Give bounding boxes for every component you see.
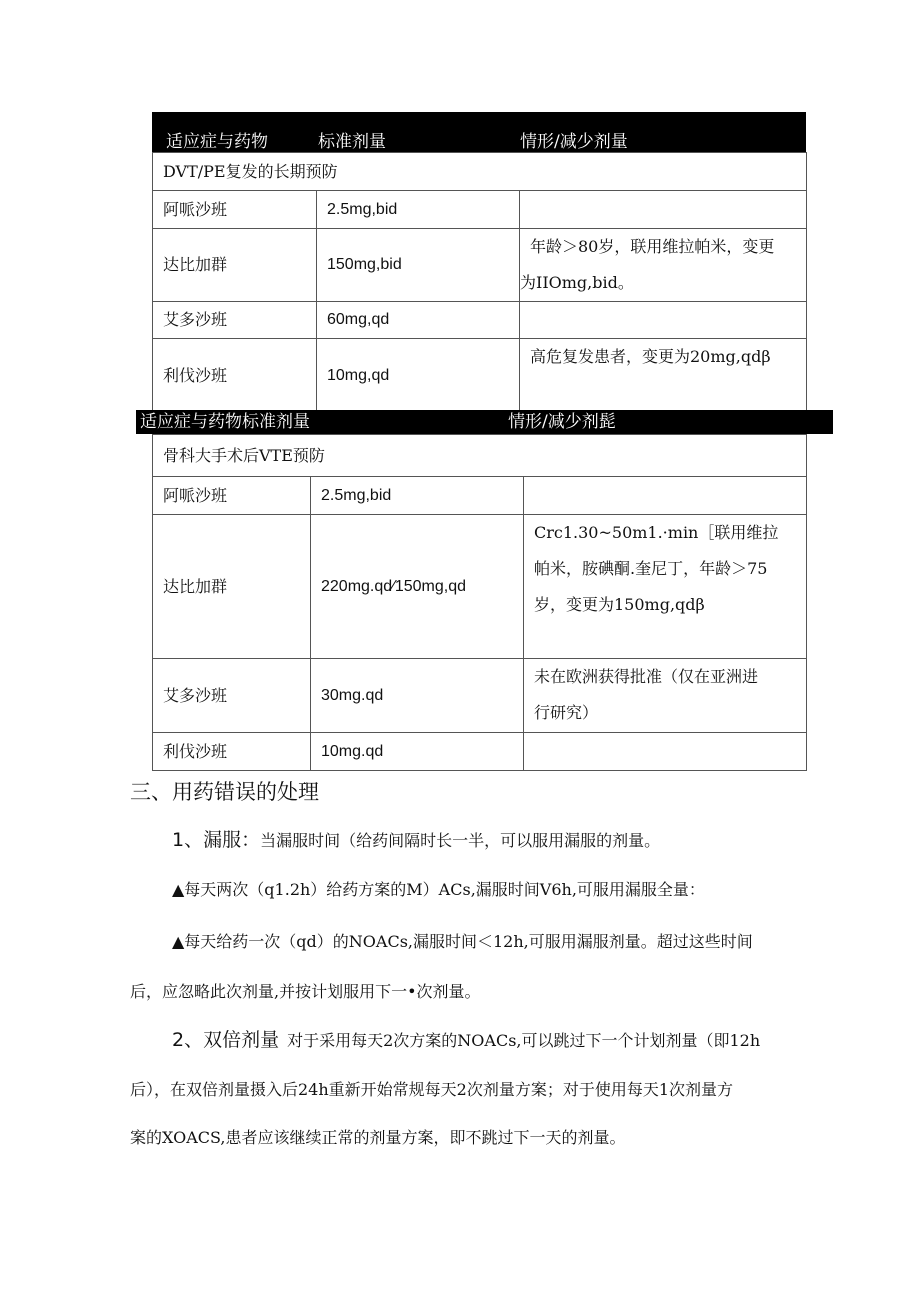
item2-text: 对于采用每天2次方案的NOACs,可以跳过下一个计划剂量（即12h xyxy=(287,1031,761,1050)
table1-header-col1: 适应症与药物 xyxy=(166,132,268,152)
item1-paragraph xyxy=(172,822,660,859)
drug-name: 阿哌沙班 xyxy=(153,191,317,229)
drug-name: 阿哌沙班 xyxy=(153,477,311,515)
table-row xyxy=(153,659,807,733)
drug-name: 达比加群 xyxy=(153,515,311,659)
item2-line3: 案的XOACS,患者应该继续正常的剂量方案，即不跳过下一天的剂量。 xyxy=(130,1128,626,1147)
item2-line2: 后），在双倍剂量摄入后24h重新开始常规每天2次剂量方案；对于使用每天1次剂量方 xyxy=(130,1080,734,1099)
dose: 150mg,bid xyxy=(317,229,520,302)
item1-text: 当漏服时间（给药间隔时长一半，可以服用漏服的剂量。 xyxy=(260,831,661,850)
table2-header xyxy=(136,410,833,434)
note xyxy=(524,733,807,771)
dose: 30mg.qd xyxy=(311,659,524,733)
table2 xyxy=(152,434,807,771)
bullet1: ▲每天两次（q1.2h）给药方案的M）ACs,漏服时间V6h,可服用漏服全量： xyxy=(172,880,705,899)
note xyxy=(520,191,807,229)
section-heading: 三、用药错误的处理 xyxy=(130,780,319,804)
note-line: 帕米，胺碘酮.奎尼丁，年龄＞75 xyxy=(534,559,768,578)
note-line: 岁，变更为150mg,qdβ xyxy=(534,595,705,614)
table1-header-col2: 标准剂量 xyxy=(318,132,386,152)
bullet2-line1: ▲每天给药一次（qd）的NOACs,漏服时间＜12h,可服用漏服剂量。超过这些时间 xyxy=(172,932,753,951)
item2-line1 xyxy=(172,1022,760,1059)
note-line: 年龄＞80岁，联用维拉帕米，变更 xyxy=(530,237,775,256)
table1-section-row xyxy=(153,153,807,191)
note-line: 为IIOmg,bid。 xyxy=(520,273,634,292)
note-line: Crc1.30~50m1.·min［联用维拉 xyxy=(534,523,779,542)
note-line: 行研究） xyxy=(534,703,599,722)
note-line: 未在欧洲获得批准（仅在亚洲进 xyxy=(534,667,759,686)
dose: 2.5mg,bid xyxy=(317,191,520,229)
note xyxy=(524,477,807,515)
note xyxy=(524,659,807,733)
dose: 2.5mg,bid xyxy=(311,477,524,515)
table2-header-col1: 适应症与药物标准剂量 xyxy=(140,412,310,432)
table2-header-col3: 情形/减少剂髭 xyxy=(508,412,616,432)
table-row xyxy=(153,733,807,771)
dose: 10mg,qd xyxy=(317,339,520,413)
table2-section: 骨科大手术后VTE预防 xyxy=(153,435,807,477)
table1-header xyxy=(152,112,806,152)
drug-name: 达比加群 xyxy=(153,229,317,302)
table2-section-row xyxy=(153,435,807,477)
drug-name: 艾多沙班 xyxy=(153,659,311,733)
drug-name: 艾多沙班 xyxy=(153,302,317,339)
note: 高危复发患者，变更为20mg,qdβ xyxy=(520,339,807,413)
table-row xyxy=(153,302,807,339)
table-row xyxy=(153,339,807,413)
table1 xyxy=(152,152,807,413)
drug-name: 利伐沙班 xyxy=(153,733,311,771)
dose: 10mg.qd xyxy=(311,733,524,771)
note xyxy=(520,302,807,339)
item1-title: 1、漏服： xyxy=(172,829,261,851)
bullet2-line2: 后，应忽略此次剂量,并按计划服用下一•次剂量。 xyxy=(130,982,481,1001)
note xyxy=(520,229,807,302)
table-row xyxy=(153,477,807,515)
drug-name: 利伐沙班 xyxy=(153,339,317,413)
note xyxy=(524,515,807,659)
table1-header-col3: 情形/减少剂量 xyxy=(520,132,628,152)
table-row xyxy=(153,515,807,659)
dose: 220mg.qd⁄150mg,qd xyxy=(311,515,524,659)
table1-section: DVT/PE复发的长期预防 xyxy=(153,153,807,191)
table-row xyxy=(153,229,807,302)
item2-title: 2、双倍剂量 xyxy=(172,1029,280,1051)
table-row xyxy=(153,191,807,229)
dose: 60mg,qd xyxy=(317,302,520,339)
